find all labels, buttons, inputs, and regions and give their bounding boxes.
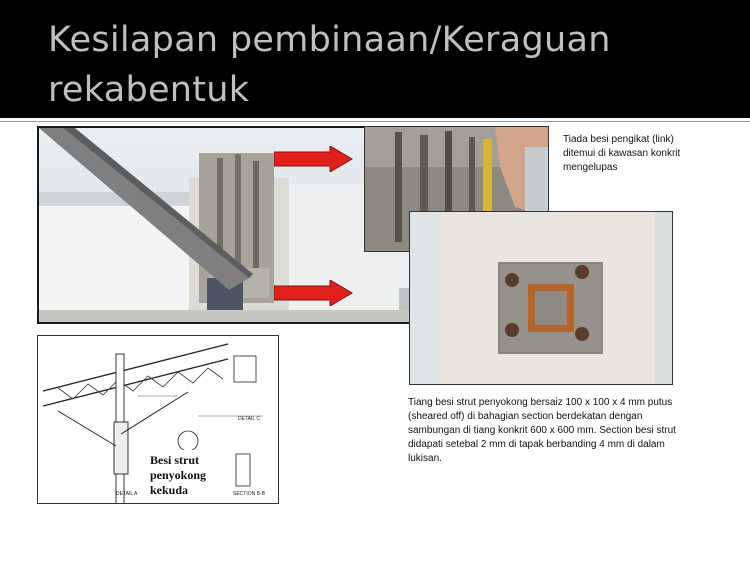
detail-c-label: DETAIL C (238, 416, 260, 422)
section-bb-label: SECTION B-B (233, 491, 265, 497)
title-bar (0, 0, 750, 118)
drawing-callout-label: Besi strut penyokong kekuda (146, 450, 232, 500)
right-arrow-icon (274, 280, 354, 306)
caption-no-links: Tiada besi pengikat (link) ditemui di kawasan konkrit mengelupas (563, 134, 681, 173)
slide-title-line-1: Kesilapan pembinaan/Keraguan (48, 20, 611, 60)
right-arrow-icon (274, 146, 354, 172)
slide-title-line-2: rekabentuk (48, 70, 250, 110)
title-divider (0, 121, 750, 122)
photo-base-plate (409, 211, 673, 385)
caption-strut-sheared: Tiang besi strut penyokong bersaiz 100 x 100 x 4 mm putus (sheared off) di bahagian section berdekatan dengan sambungan di tiang konkrit 600 x 600 mm. Section besi strut didapati setebal 2 mm di tapak berbanding 4 mm di dalam lukisan. (408, 397, 676, 464)
detail-a-label: DETAIL A (116, 491, 138, 497)
